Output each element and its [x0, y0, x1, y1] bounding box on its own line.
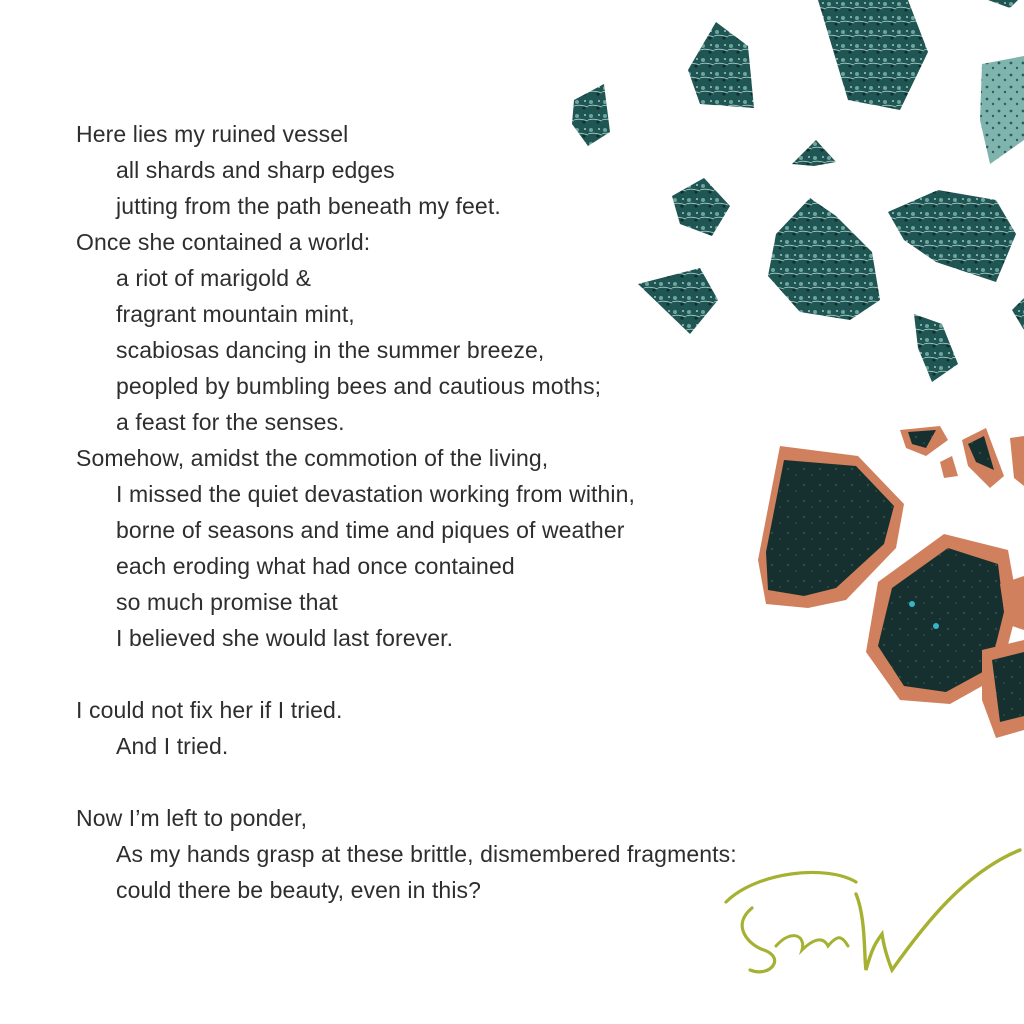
- teal-shard: [888, 190, 1016, 282]
- poem-line: a feast for the senses.: [116, 409, 345, 435]
- poem-line: jutting from the path beneath my feet.: [116, 193, 501, 219]
- teal-shard: [818, 0, 928, 110]
- poem-line: all shards and sharp edges: [116, 157, 395, 183]
- teal-shard: [688, 22, 754, 108]
- teal-shard: [792, 140, 836, 166]
- poem-line: could there be beauty, even in this?: [116, 877, 482, 903]
- poem-line: Now I’m left to ponder,: [76, 805, 308, 831]
- teal-shard: [672, 178, 730, 236]
- teal-shard: [914, 314, 958, 382]
- terracotta-shard: [1010, 436, 1024, 486]
- poem-line: As my hands grasp at these brittle, dismembered fragments:: [116, 841, 737, 867]
- terracotta-shard: [940, 456, 958, 478]
- poem-line: I could not fix her if I tried.: [76, 697, 343, 723]
- poem-line: Somehow, amidst the commotion of the living,: [76, 445, 549, 471]
- signature: [716, 838, 1024, 988]
- teal-shards: [572, 0, 1024, 382]
- poem-line: Here lies my ruined vessel: [76, 121, 349, 147]
- teal-shard: [768, 198, 880, 320]
- poem-line: borne of seasons and time and piques of weather: [116, 517, 625, 543]
- poem-line: peopled by bumbling bees and cautious moths;: [116, 373, 602, 399]
- poem-line: And I tried.: [116, 733, 229, 759]
- poem-line: I missed the quiet devastation working from within,: [116, 481, 636, 507]
- teal-shard: [988, 0, 1018, 8]
- poem-line: a riot of marigold &: [116, 265, 312, 291]
- teal-shard: [980, 56, 1024, 164]
- poem-line: Once she contained a world:: [76, 229, 371, 255]
- teal-shard: [638, 268, 718, 334]
- teal-shard: [572, 84, 610, 146]
- poem-line: so much promise that: [116, 589, 338, 615]
- poem-line: I believed she would last forever.: [116, 625, 454, 651]
- terracotta-shards: [758, 426, 1024, 738]
- teal-shard: [1012, 298, 1024, 330]
- poem-line: each eroding what had once contained: [116, 553, 515, 579]
- poem-line: fragrant mountain mint,: [116, 301, 355, 327]
- poem-line: scabiosas dancing in the summer breeze,: [116, 337, 545, 363]
